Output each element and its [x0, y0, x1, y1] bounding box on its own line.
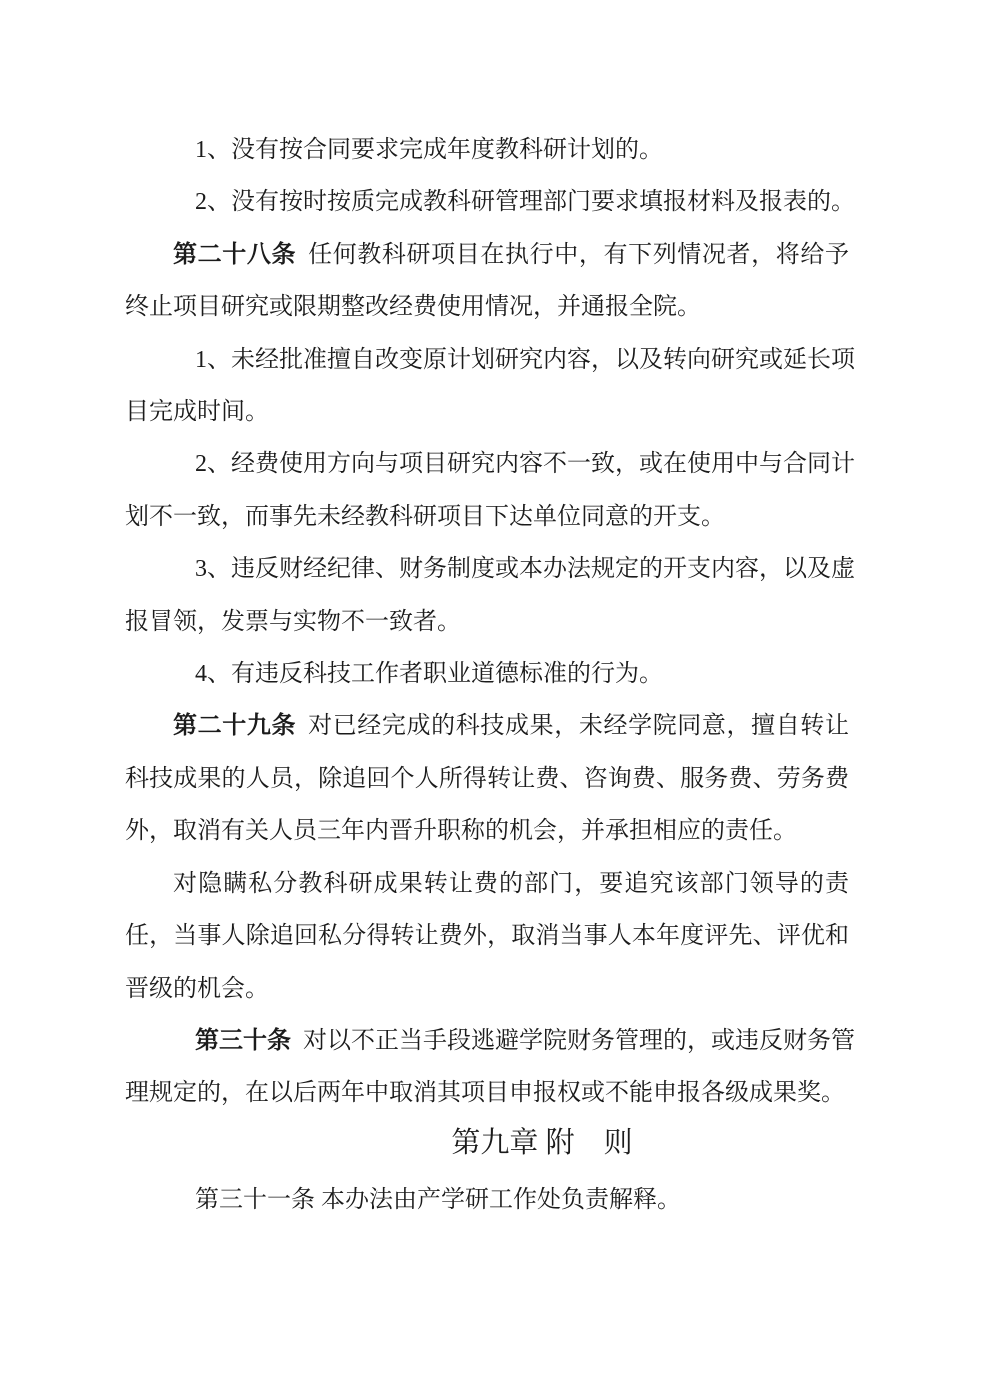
text-line: 对隐瞒私分教科研成果转让费的部门，要追究该部门领导的责: [173, 870, 849, 897]
article-number: 第二十八条: [173, 241, 297, 268]
text-line: 3、违反财经纪律、财务制度或本办法规定的开支内容，以及虚: [195, 556, 855, 583]
article-text: 对以不正当手段逃避学院财务管理的，或违反财务管: [303, 1027, 855, 1054]
paragraph: [125, 543, 855, 648]
paragraph: [125, 176, 855, 228]
article-number: 第三十条: [195, 1027, 291, 1054]
text-line: 1、没有按合同要求完成年度教科研计划的。: [195, 137, 663, 163]
text-line: 第三十一条 本办法由产学研工作处负责解释。: [195, 1186, 681, 1213]
text-line: 理规定的，在以后两年中取消其项目申报权或不能申报各级成果奖。: [125, 1080, 845, 1107]
paragraph: [125, 1174, 849, 1226]
paragraph: [125, 124, 849, 176]
paragraph: [125, 334, 855, 439]
paragraph: [125, 700, 849, 857]
text-line: 目完成时间。: [125, 399, 269, 426]
document-body: [125, 124, 855, 1226]
paragraph: [125, 1015, 855, 1120]
text-line: 2、经费使用方向与项目研究内容不一致，或在使用中与合同计: [195, 451, 855, 478]
article-number: 第二十九条: [173, 713, 297, 740]
text-line: 终止项目研究或限期整改经费使用情况，并通报全院。: [125, 294, 701, 321]
text-line: 1、未经批准擅自改变原计划研究内容，以及转向研究或延长项: [195, 346, 855, 373]
article-text: 任何教科研项目在执行中，有下列情况者，将给予: [308, 241, 849, 268]
text-line: 划不一致，而事先未经教科研项目下达单位同意的开支。: [125, 503, 725, 530]
text-line: 2、没有按时按质完成教科研管理部门要求填报材料及报表的。: [195, 189, 855, 216]
text-line: [125, 229, 849, 281]
text-line: [125, 700, 849, 752]
text-line: 外，取消有关人员三年内晋升职称的机会，并承担相应的责任。: [125, 818, 797, 845]
paragraph: [125, 438, 855, 543]
text-line: 科技成果的人员，除追回个人所得转让费、咨询费、服务费、劳务费: [125, 765, 849, 792]
paragraph: [125, 229, 849, 334]
article-text: 对已经完成的科技成果，未经学院同意，擅自转让: [308, 713, 849, 740]
text-line: 晋级的机会。: [125, 975, 269, 1002]
paragraph: [125, 648, 849, 700]
text-line: 任，当事人除追回私分得转让费外，取消当事人本年度评先、评优和: [125, 923, 849, 950]
text-line: [125, 1015, 855, 1067]
chapter-heading: 第九章 附 则: [451, 1126, 633, 1159]
paragraph: [125, 858, 849, 1015]
text-line: 4、有违反科技工作者职业道德标准的行为。: [195, 661, 663, 688]
text-line: 报冒领，发票与实物不一致者。: [125, 608, 461, 635]
